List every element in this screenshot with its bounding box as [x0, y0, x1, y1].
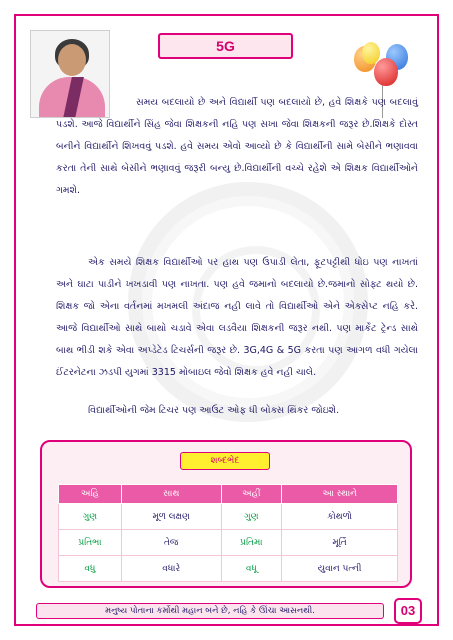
table-cell: તેજ — [121, 530, 221, 556]
table-row — [59, 504, 398, 530]
shabdabhed-table — [58, 484, 398, 582]
table-cell: પ્રતિભા — [59, 530, 122, 556]
table-cell: કોથળો — [282, 504, 398, 530]
table-header: સાથ — [121, 485, 221, 504]
table-header: અહિ — [59, 485, 122, 504]
paragraph-3: વિદ્યાર્થીઓની જેમ ટિચર પણ આઉટ ઓફ ધી બોક્સ થિંકર જોઇશે. — [88, 405, 340, 416]
table-cell: પ્રતિમા — [221, 530, 282, 556]
paragraph-1: સમય બદલાયો છે અને વિદ્યાર્થી પણ બદલાયો છે, હવે શિક્ષકે પણ બદલાવું પડશે. આજે વિદ્યાર્થીને સિંહ જેવા શિક્ષકની નહિ પણ સખા જેવા શિક્ષકની જરૂર છે.શિક્ષકે દોસ્ત બનીને વિદ્યાર્થીને શિખવવું પડશે. હવે સમય એવો આવ્યો છે કે વિદ્યાર્થીની સામે બેસીને ભણાવવા કરતા તેની સાથે બેસીને ભણાવવું જરૂરી બન્યુ છે.વિદ્યાર્થીની વચ્ચે રહેશે એ શિક્ષક વિદ્યાર્થીઓને ગમશે. — [56, 97, 418, 196]
table-row — [59, 556, 398, 582]
table-cell: મૂર્તિ — [282, 530, 398, 556]
shabdabhed-title: શબ્દભેદ — [180, 452, 270, 470]
table-cell: વધુ — [59, 556, 122, 582]
table-header-row — [59, 485, 398, 504]
table-cell: વધારે — [121, 556, 221, 582]
table-cell: યુવાન પત્ની — [282, 556, 398, 582]
table-header: આ સ્થાને — [282, 485, 398, 504]
table-cell: મૂળ લક્ષણ — [121, 504, 221, 530]
table-cell: વધૂ — [221, 556, 282, 582]
shabdabhed-box — [40, 440, 412, 588]
table-cell: ગુણ — [59, 504, 122, 530]
page-number: 03 — [394, 598, 422, 624]
paragraph-2: એક સમયે શિક્ષક વિદ્યાર્થીઓ પર હાથ પણ ઉપાડી લેતા, ફૂટપટ્ટીથી ધોઇ પણ નાખતાં અને ઘાટા પાડીને ખખડાવી પણ નાખતા. પણ હવે જમાનો બદલાયો છે.જમાનો સોફ્ટ થયો છે. શિક્ષક જો એના વર્તનમાં મખમલી અંદાજ નહી લાવે તો વિદ્યાર્થીઓ એને એક્સેપ્ટ નહિ કરે. આજે વિદ્યાર્થીઓ સાથે બાથો ચડાવે એવા લડવૈયા શિક્ષકની જરૂર નથી. પણ માર્કેટ ટ્રેન્ડ સાથે બાથ ભીડી શકે એવા અપ્ડેટેડ ટિચર્સની જરૂર છે. 3G,4G & 5G કરતા પણ આગળ વધી ગયેલા ઈંટરનેટના ઝડપી યુગમાં 3315 મોબાઇલ જેવો શિક્ષક હવે નહી ચાલે. — [56, 257, 418, 378]
table-header: અહીં — [221, 485, 282, 504]
footer-quote: મનુષ્ય પોતાના કર્મોથી મહાન બને છે, નહિ કે ઊંચા આસનથી. — [36, 603, 384, 619]
table-row — [59, 530, 398, 556]
article-title: 5G — [158, 33, 293, 59]
table-cell: ગુણ — [221, 504, 282, 530]
